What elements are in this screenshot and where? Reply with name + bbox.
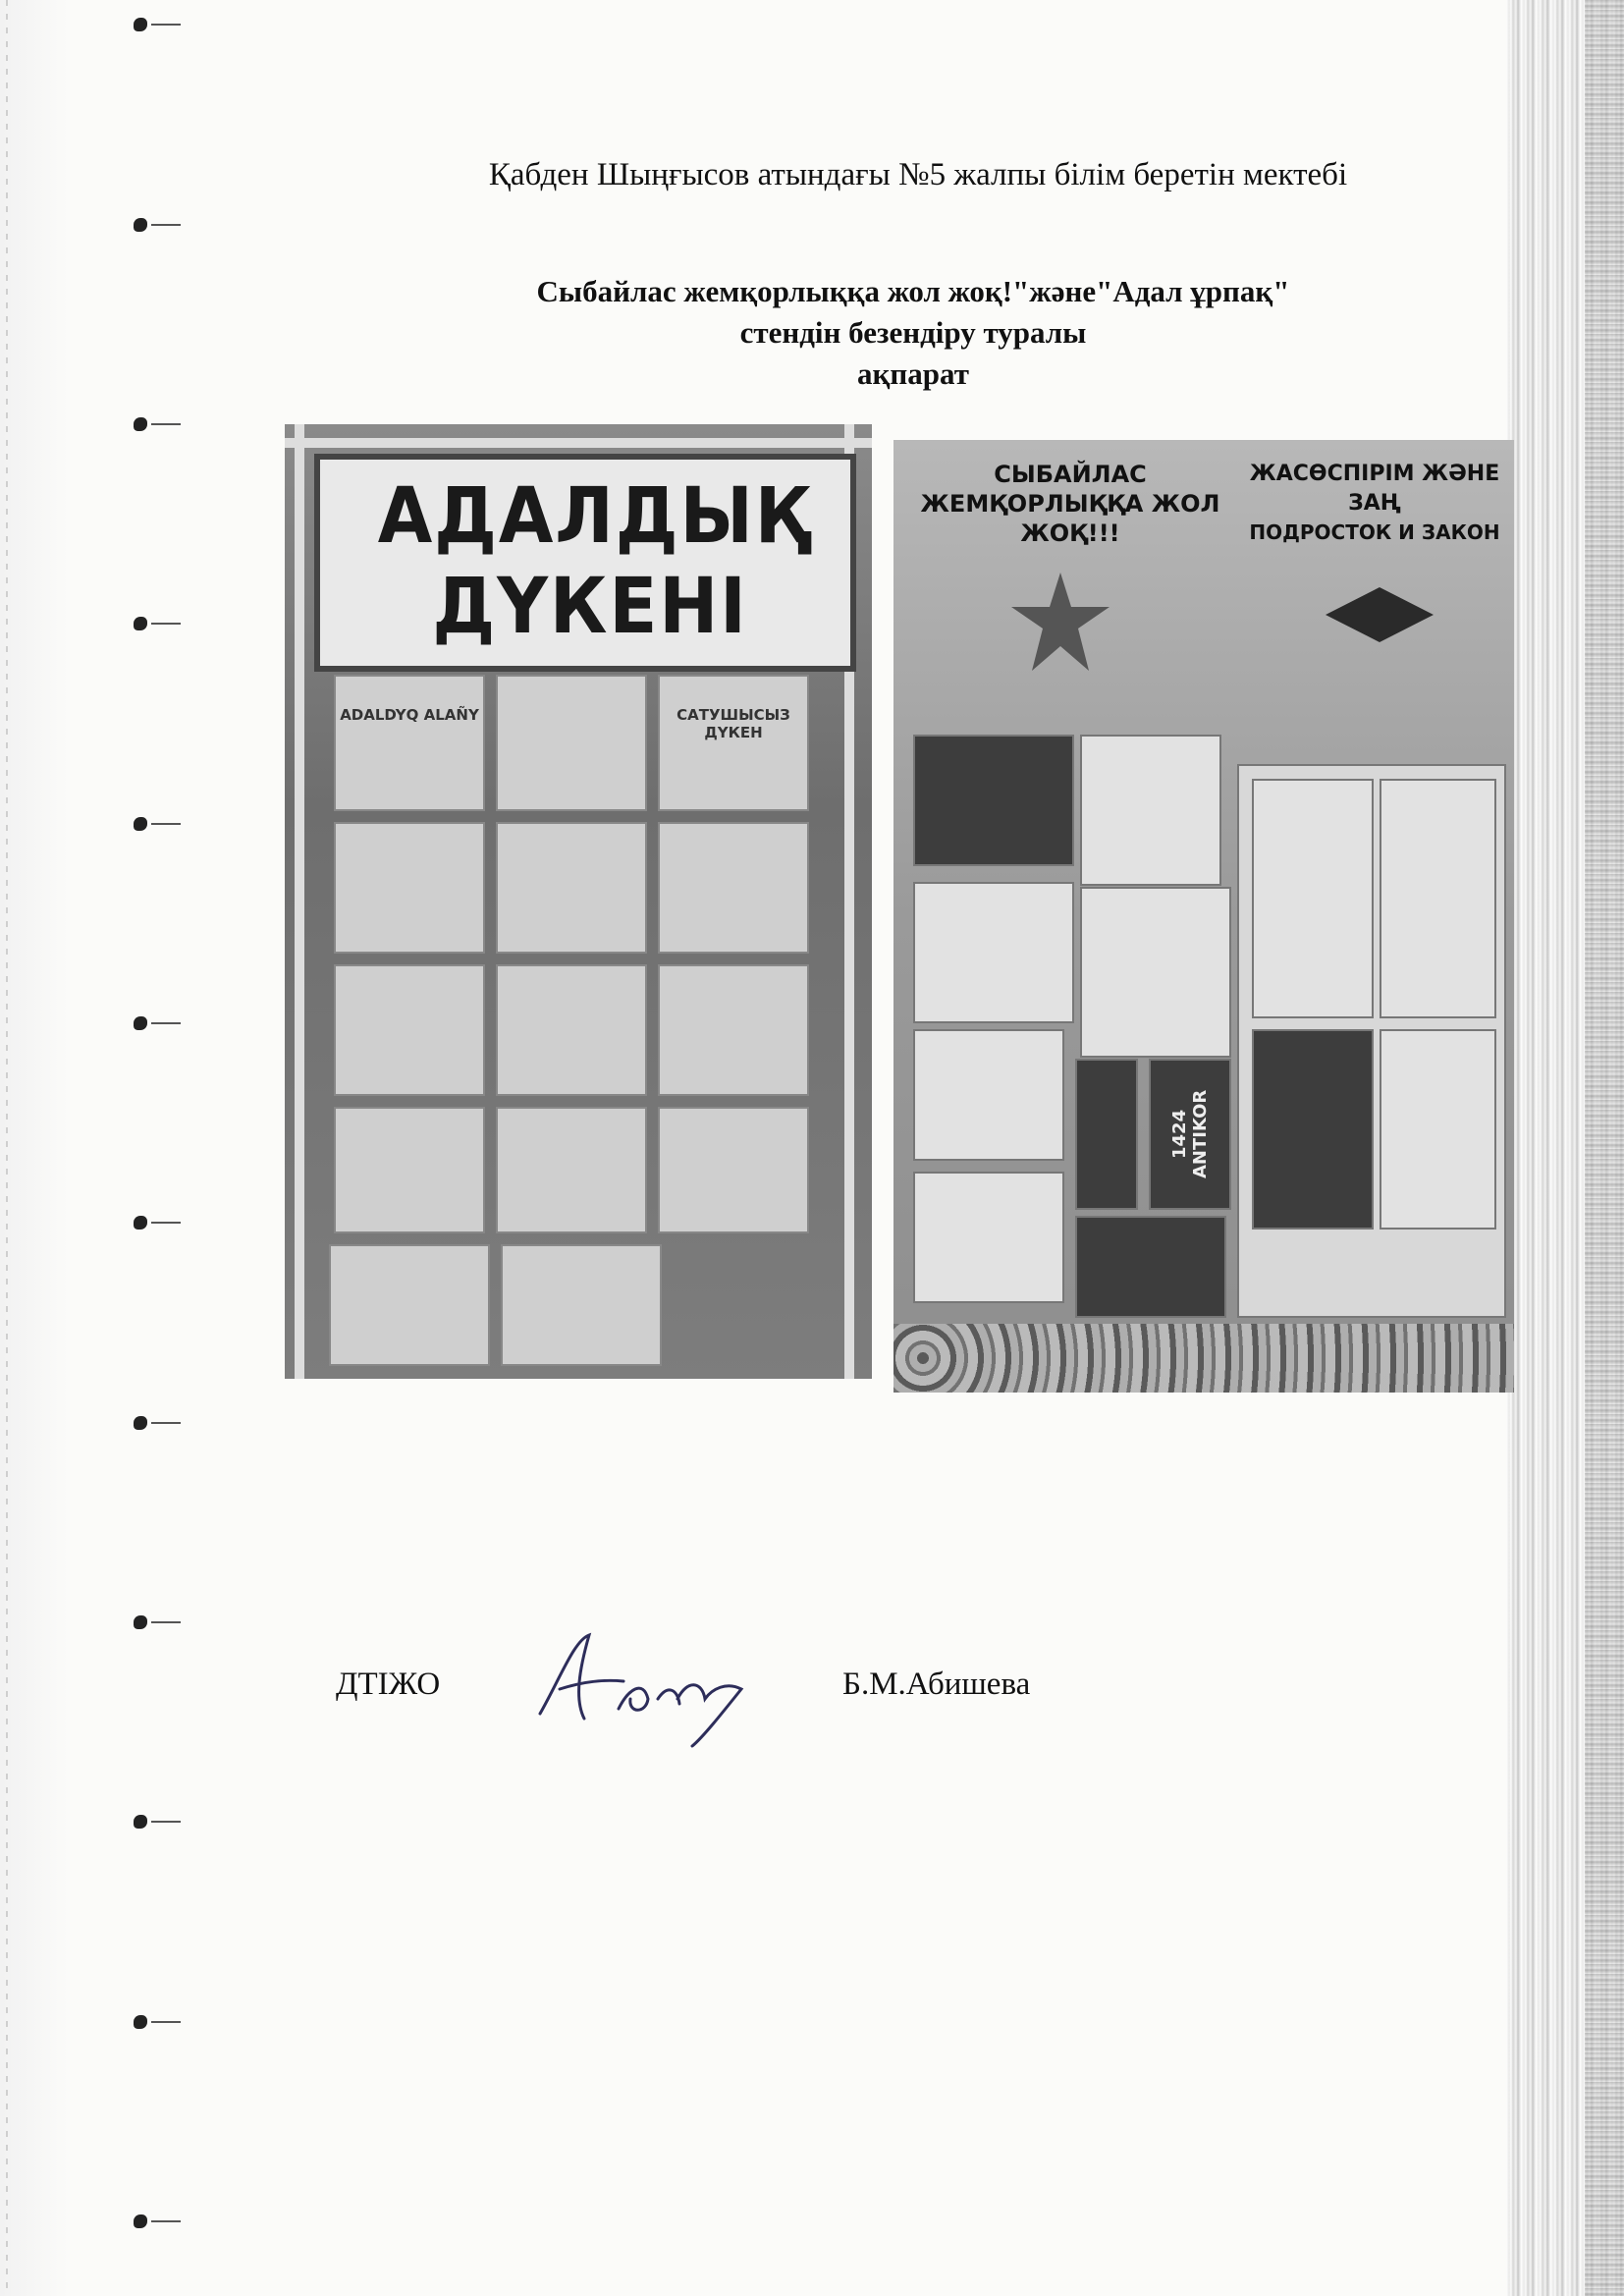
binding-hole	[134, 1216, 222, 1230]
poster	[913, 1029, 1064, 1161]
poster	[1080, 735, 1221, 886]
stand-card	[496, 822, 647, 954]
emblem-icon	[1011, 573, 1110, 671]
certificate	[1252, 779, 1374, 1018]
graduation-cap-icon	[1326, 587, 1434, 656]
stand-photo-right	[893, 440, 1514, 1393]
poster	[913, 735, 1074, 866]
signature-mark	[530, 1620, 756, 1748]
binding-holes	[98, 0, 187, 2296]
binding-hole	[134, 617, 222, 630]
title-line-1: Сыбайлас жемқорлыққа жол жоқ!"және"Адал ұрпақ"	[536, 274, 1290, 308]
binding-hole	[134, 1416, 222, 1430]
poster	[1075, 1216, 1226, 1318]
title-line-2: стендін безендіру туралы	[739, 315, 1087, 350]
ornament-border	[893, 1324, 1514, 1393]
stand-card	[658, 964, 809, 1096]
banner-title: АДАЛДЫҚ ДҮКЕНІ	[377, 472, 812, 651]
school-name: Қабден Шыңғысов атындағы №5 жалпы білім беретін мектебі	[488, 157, 1348, 192]
binding-hole	[134, 1016, 222, 1030]
binding-hole	[134, 2214, 222, 2228]
binding-hole	[134, 1815, 222, 1829]
document-title	[373, 271, 1453, 395]
poster	[1075, 1059, 1138, 1210]
binding-hole	[134, 18, 222, 31]
stand-card	[496, 1107, 647, 1233]
poster	[1080, 887, 1231, 1058]
poster	[1380, 1029, 1496, 1230]
card-label: ADALDYQ ALAÑY	[340, 706, 479, 724]
stand-card	[334, 964, 485, 1096]
poster	[913, 882, 1074, 1023]
poster	[1252, 1029, 1374, 1230]
adaldyq-banner	[314, 454, 856, 672]
signatory-name: Б.М.Абишева	[842, 1667, 1031, 1702]
stand-heading-left: СЫБАЙЛАС ЖЕМҚОРЛЫҚҚА ЖОЛ ЖОҚ!!!	[920, 461, 1220, 547]
antikor-poster	[1149, 1059, 1231, 1210]
title-line-3: ақпарат	[857, 356, 969, 391]
stand-card	[496, 675, 647, 811]
binding-hole	[134, 218, 222, 232]
certificate	[1380, 779, 1496, 1018]
stand-card	[334, 1107, 485, 1233]
stand-card	[496, 964, 647, 1096]
signatory-position: ДТІЖО	[336, 1667, 441, 1702]
binding-hole	[134, 417, 222, 431]
poster	[913, 1172, 1064, 1303]
stand-card	[334, 675, 485, 811]
stand-heading-right-kz: ЖАСӨСПІРІМ ЖӘНЕ ЗАҢ	[1249, 462, 1500, 516]
binding-hole	[134, 1615, 222, 1629]
card-label: САТУШЫСЫЗ ДҮКЕН	[677, 706, 790, 741]
binding-hole	[134, 2015, 222, 2029]
binding-hole	[134, 817, 222, 831]
frame-pipe	[295, 424, 304, 1379]
stand-heading-right-ru: ПОДРОСТОК И ЗАКОН	[1249, 520, 1500, 544]
scan-right-edge-shadow	[1585, 0, 1624, 2296]
stand-card	[658, 675, 809, 811]
stand-card	[658, 1107, 809, 1233]
stand-card	[334, 822, 485, 954]
frame-pipe	[285, 438, 872, 448]
stand-card	[329, 1244, 490, 1366]
stand-card	[501, 1244, 662, 1366]
stand-card	[658, 822, 809, 954]
scan-left-edge	[0, 0, 69, 2296]
antikor-text: 1424 ANTIKOR	[1169, 1089, 1211, 1179]
stand-photo-left	[285, 424, 872, 1379]
